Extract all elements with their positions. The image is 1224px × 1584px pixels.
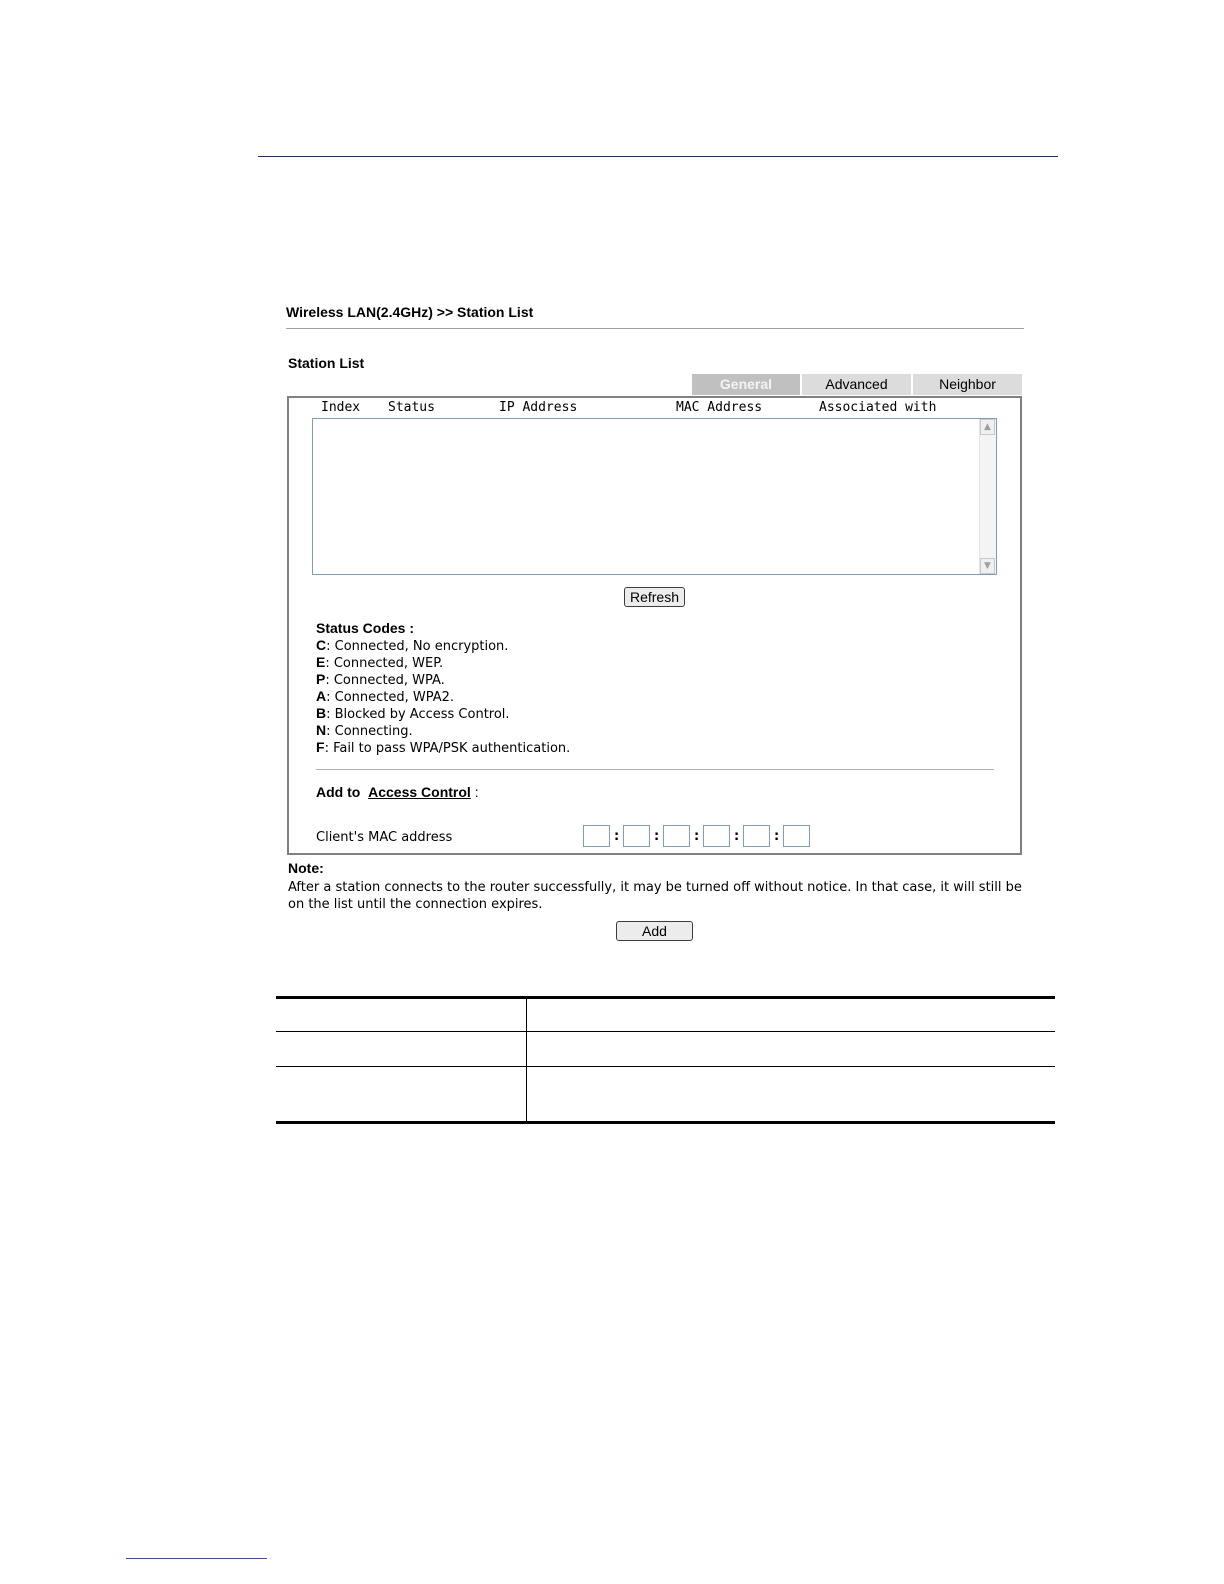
status-code-line	[316, 654, 443, 671]
section-divider	[316, 769, 994, 770]
mac-separator: :	[734, 829, 740, 844]
status-code-line	[316, 722, 413, 739]
status-code-line	[316, 671, 445, 688]
panel-title: Station List	[288, 355, 365, 371]
refresh-button[interactable]: Refresh	[624, 587, 685, 607]
table-row-rule	[276, 1031, 1055, 1032]
column-header-associated-with: Associated with	[819, 400, 937, 415]
status-code-line	[316, 705, 510, 722]
status-code-letter: P	[316, 671, 326, 687]
status-code-letter: N	[316, 722, 327, 738]
status-code-desc: : Connected, No encryption.	[326, 639, 509, 654]
status-code-letter: E	[316, 654, 326, 670]
status-code-letter: B	[316, 705, 327, 721]
add-to-prefix: Add to	[316, 784, 361, 800]
status-code-desc: : Connected, WPA2.	[326, 690, 455, 705]
mac-separator: :	[614, 829, 620, 844]
status-code-desc: : Fail to pass WPA/PSK authentication.	[324, 741, 571, 756]
status-code-letter: F	[316, 739, 325, 755]
page-footer-rule	[126, 1558, 267, 1559]
table-row-rule	[276, 1066, 1055, 1067]
status-code-desc: : Connected, WEP.	[325, 656, 444, 671]
mac-octet-4-input[interactable]	[703, 825, 730, 847]
breadcrumb: Wireless LAN(2.4GHz) >> Station List	[286, 304, 534, 320]
mac-octet-3-input[interactable]	[663, 825, 690, 847]
status-codes-title: Status Codes :	[316, 620, 415, 636]
tab-neighbor[interactable]: Neighbor	[913, 374, 1022, 395]
mac-separator: :	[774, 829, 780, 844]
add-button[interactable]: Add	[616, 921, 693, 941]
station-listbox[interactable]	[312, 418, 997, 575]
mac-separator: :	[654, 829, 660, 844]
note-title: Note:	[288, 860, 324, 876]
column-header-index: Index	[321, 400, 361, 415]
status-code-desc: : Connected, WPA.	[325, 673, 445, 688]
table-bottom-rule	[276, 1121, 1055, 1124]
table-top-rule	[276, 996, 1055, 999]
page-header-rule	[258, 156, 1058, 157]
status-code-letter: C	[316, 637, 327, 653]
column-header-mac-address: MAC Address	[676, 400, 763, 415]
add-to-label	[316, 784, 479, 800]
status-code-line	[316, 637, 508, 654]
listbox-scrollbar[interactable]	[979, 419, 996, 574]
access-control-link[interactable]: Access Control	[368, 784, 471, 800]
scroll-down-icon[interactable]: ▼	[980, 558, 995, 574]
breadcrumb-divider	[286, 328, 1024, 329]
mac-octet-2-input[interactable]	[623, 825, 650, 847]
mac-address-label: Client's MAC address	[316, 830, 453, 845]
status-code-desc: : Connecting.	[326, 724, 413, 739]
table-column-rule	[526, 998, 527, 1122]
status-code-line	[316, 739, 570, 756]
status-code-letter: A	[316, 688, 327, 704]
status-code-line	[316, 688, 454, 705]
mac-separator: :	[694, 829, 700, 844]
mac-octet-1-input[interactable]	[583, 825, 610, 847]
scroll-up-icon[interactable]: ▲	[980, 419, 995, 435]
tab-general[interactable]: General	[692, 374, 800, 395]
mac-octet-6-input[interactable]	[783, 825, 810, 847]
note-text: After a station connects to the router successfully, it may be turned off without notice. In that case, it will still be on the list until the connection expires.	[288, 880, 1022, 912]
column-header-status: Status	[388, 400, 435, 415]
column-header-ip-address: IP Address	[499, 400, 578, 415]
add-to-suffix: :	[474, 784, 479, 800]
mac-octet-5-input[interactable]	[743, 825, 770, 847]
tab-advanced[interactable]: Advanced	[802, 374, 911, 395]
status-code-desc: : Blocked by Access Control.	[326, 707, 510, 722]
